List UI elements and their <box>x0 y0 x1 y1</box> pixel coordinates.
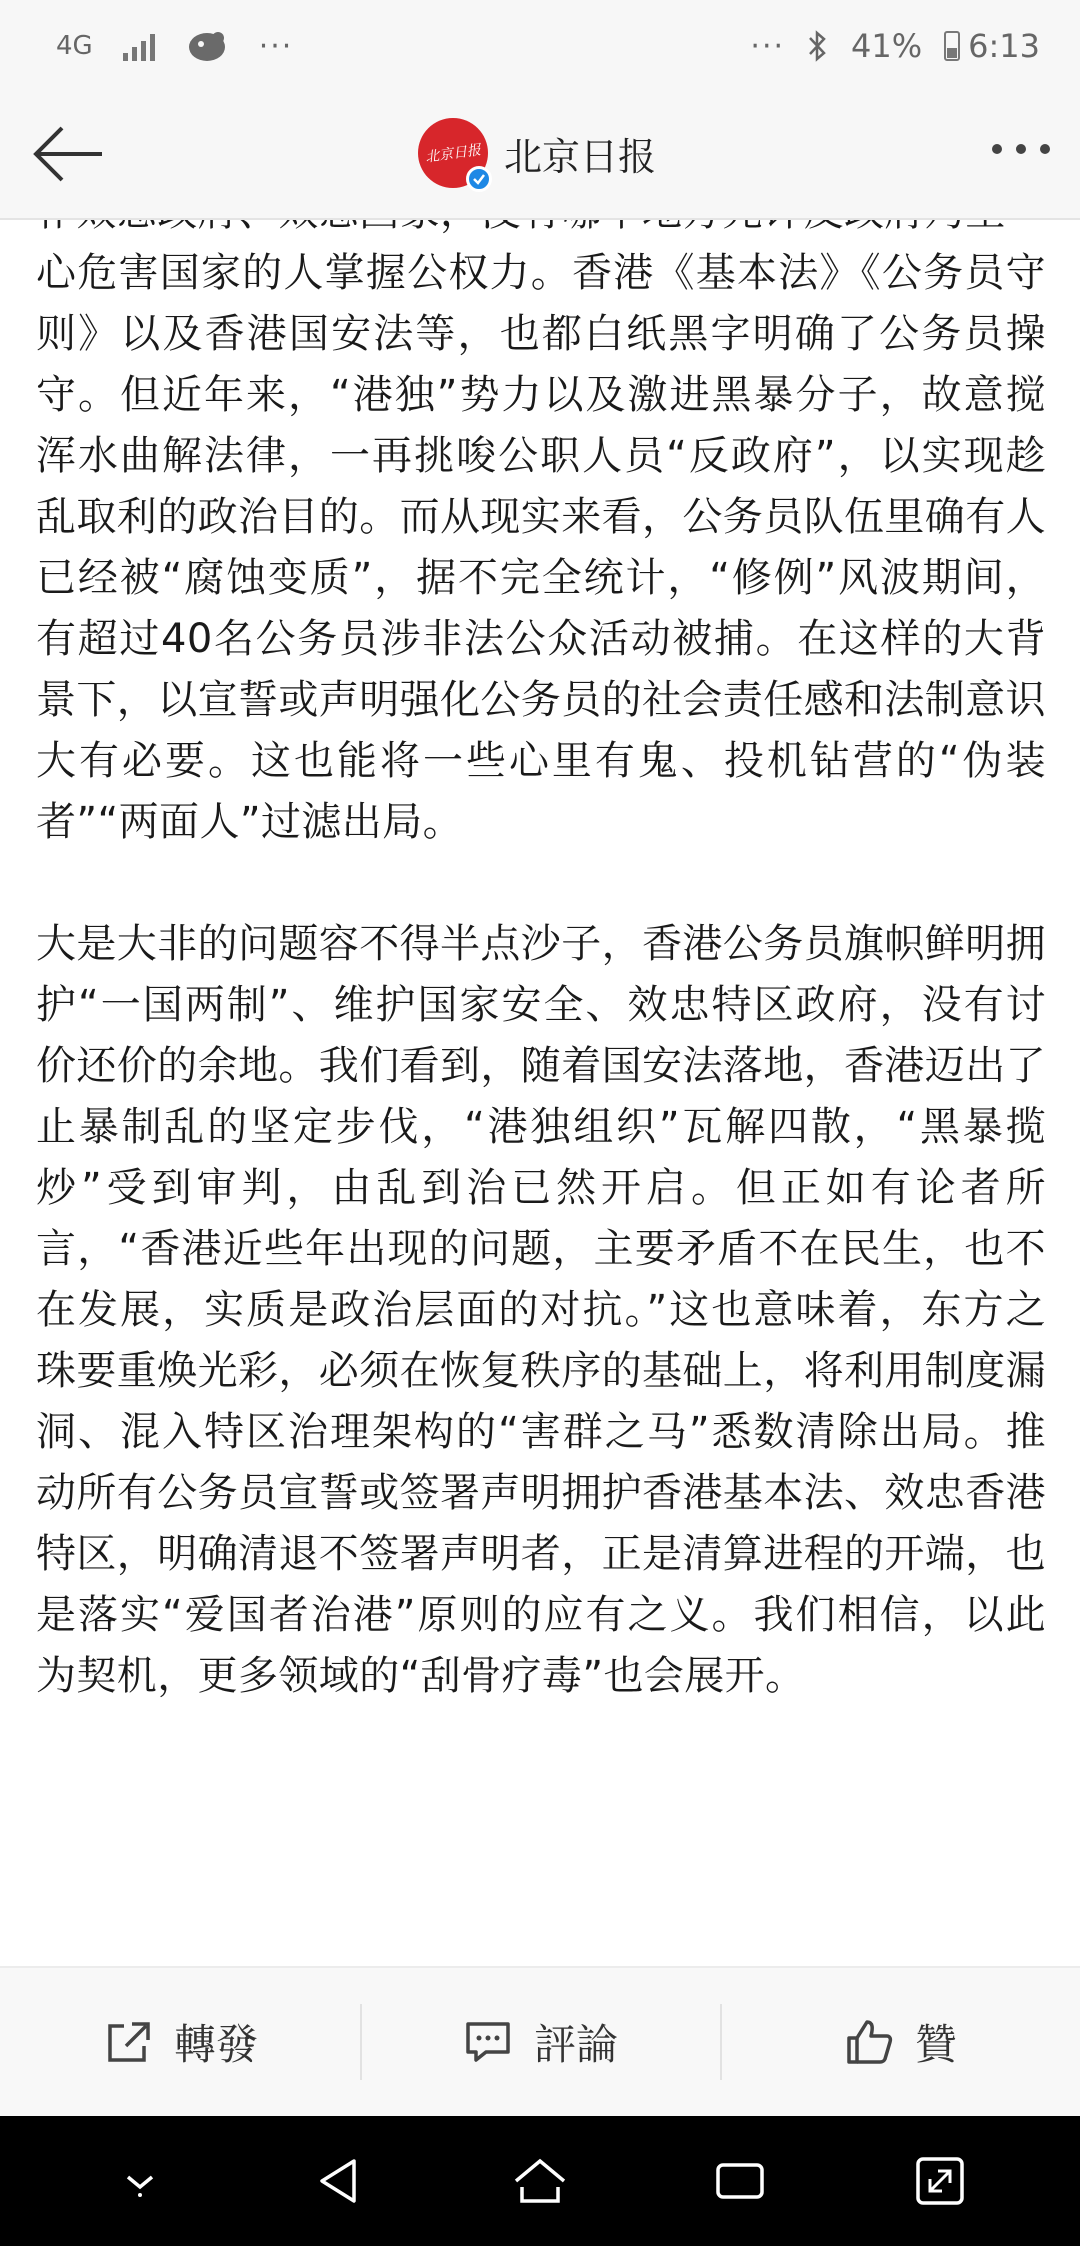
battery-percent: 41% <box>851 27 923 65</box>
app-notification-icon <box>185 28 229 64</box>
recent-apps-icon[interactable] <box>708 2149 772 2213</box>
share-label: 轉發 <box>173 2020 258 2069</box>
app-bar <box>0 92 1080 218</box>
account-avatar[interactable] <box>418 118 488 188</box>
article-body <box>36 182 1046 1962</box>
thumbs-up-icon <box>843 2016 895 2068</box>
status-bar <box>0 0 1080 92</box>
comment-button[interactable] <box>360 1968 720 2116</box>
home-icon[interactable] <box>508 2149 572 2213</box>
article-paragraph: 心危害国家的人掌握公权力。香港《基本法》《公务员守则》以及香港国安法等，也都白纸黑字明确了公务员操守。但近年来，“港独”势力以及激进黑暴分子，故意搅浑水曲解法律，一再挑唆公职人员“反政府”，以实现趁乱取利的政治目的。而从现实来看，公务员队伍里确有人已经被“腐蚀变质”，据不完全统计，“修例”风波期间，有超过40名公务员涉非法公众活动被捕。在这样的大背景下，以宣誓或声明强化公务员的社会责任感和法制意识大有必要。这也能将一些心里有鬼、投机钻营的“伪装者”“两面人”过滤出局。 <box>36 250 1046 845</box>
account-header[interactable] <box>418 118 656 188</box>
more-options-icon[interactable] <box>992 144 1050 154</box>
like-label: 贊 <box>914 2020 957 2069</box>
expand-icon[interactable] <box>908 2149 972 2213</box>
share-icon <box>102 2016 154 2068</box>
verified-icon <box>466 166 492 192</box>
clock: 6:13 <box>968 27 1040 65</box>
back-arrow-icon[interactable] <box>30 122 106 186</box>
account-name[interactable]: 北京日报 <box>504 134 657 179</box>
comment-icon <box>462 2016 514 2068</box>
logo-text: 北京日报 <box>424 142 482 166</box>
system-nav-bar <box>0 2116 1080 2246</box>
header-divider <box>0 218 1080 220</box>
like-button[interactable] <box>720 1968 1080 2116</box>
status-dots: ··· <box>750 28 786 64</box>
article-paragraph: 大是大非的问题容不得半点沙子，香港公务员旗帜鲜明拥护“一国两制”、维护国家安全、效忠特区政府，没有讨价还价的余地。我们看到，随着国安法落地，香港迈出了止暴制乱的坚定步伐，“港独组织”瓦解四散，“黑暴揽炒”受到审判，由乱到治已然开启。但正如有论者所言，“香港近些年出现的问题，主要矛盾不在民生，也不在发展，实质是政治层面的对抗。”这也意味着，东方之珠要重焕光彩，必须在恢复秩序的基础上，将利用制度漏洞、混入特区治理架构的“害群之马”悉数清除出局。推动所有公务员宣誓或签署声明拥护香港基本法、效忠香港特区，明确清退不签署声明者，正是清算进程的开端，也是落实“爱国者治港”原则的应有之义。我们相信，以此为契机，更多领域的“刮骨疗毒”也会展开。 <box>36 921 1046 1699</box>
battery-icon <box>944 31 960 61</box>
signal-icon <box>123 31 155 61</box>
network-type: 4G <box>56 31 93 61</box>
chevron-down-icon[interactable] <box>108 2149 172 2213</box>
share-button[interactable] <box>0 1968 360 2116</box>
bluetooth-icon <box>807 29 829 63</box>
more-notifications: ··· <box>258 28 294 64</box>
comment-label: 評論 <box>533 2020 618 2069</box>
nav-back-icon[interactable] <box>308 2149 372 2213</box>
action-bar <box>0 1966 1080 2116</box>
